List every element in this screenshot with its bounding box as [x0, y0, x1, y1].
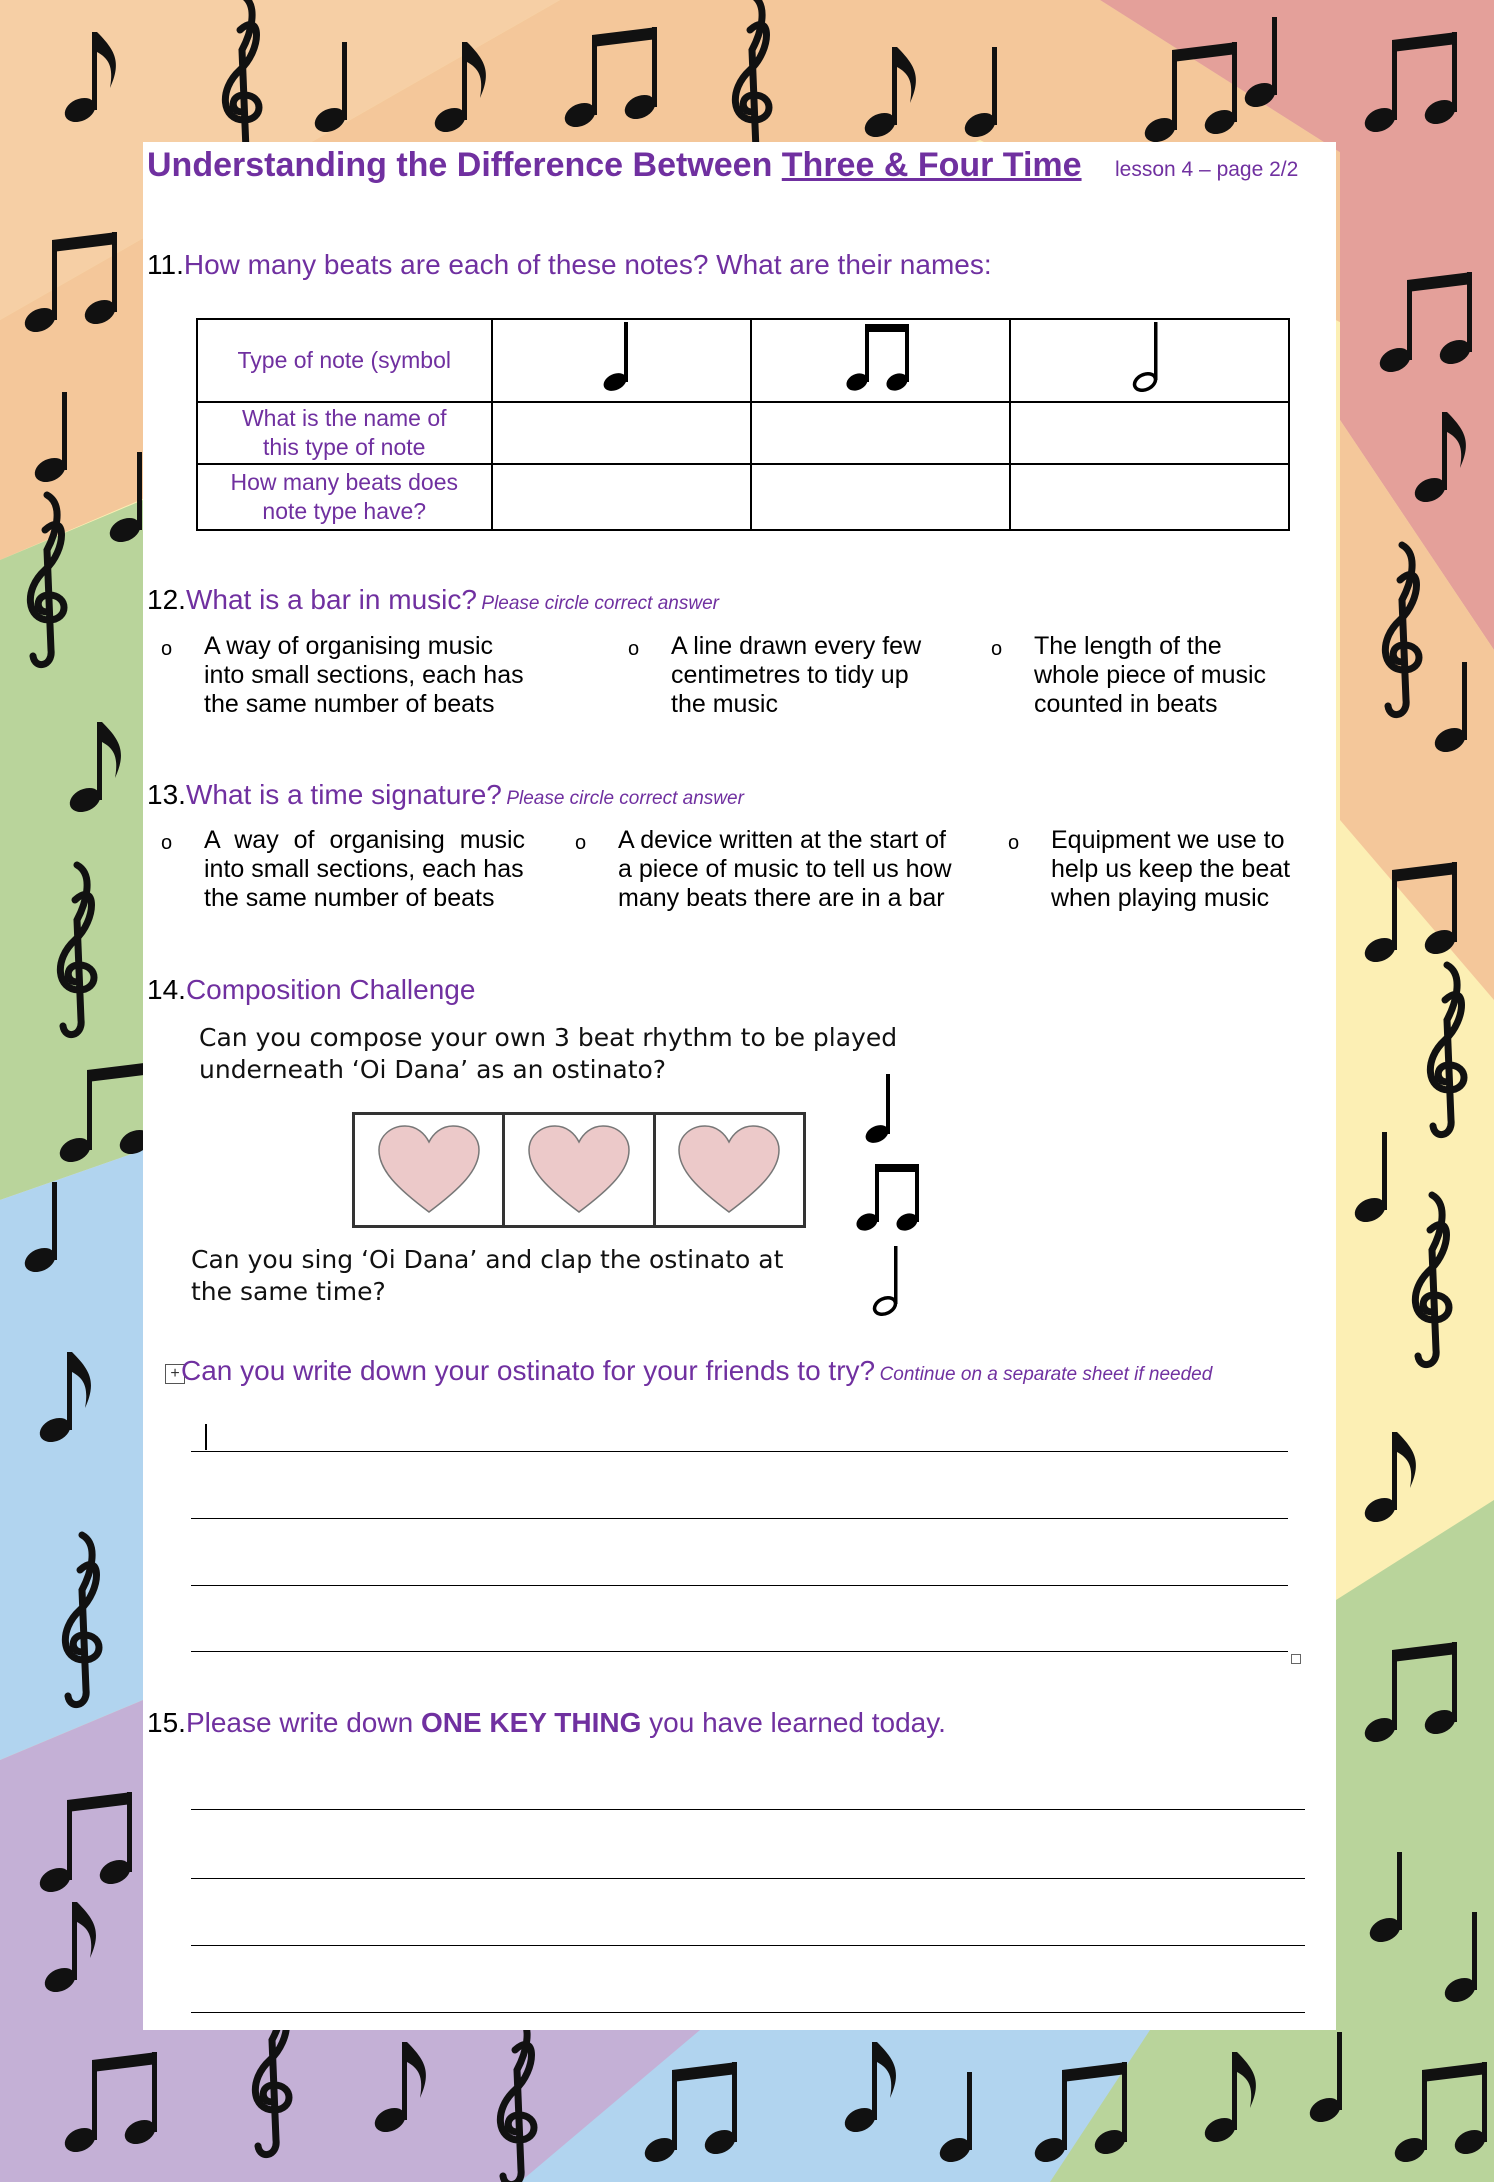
q12-option-3[interactable]: The length of the whole piece of music counted in beats — [1034, 632, 1267, 718]
composition-prompt: Can you compose your own 3 beat rhythm to be played underneath ‘Oi Dana’ as an ostinato? — [199, 1023, 898, 1084]
row-label-beats: How many beats does note type have? — [197, 464, 492, 530]
heart-icon — [677, 1124, 781, 1216]
lesson-page-label: lesson 4 – page 2/2 — [1115, 158, 1299, 181]
beat-box[interactable] — [505, 1115, 655, 1225]
crotchet-cell — [492, 319, 751, 402]
crotchet-icon — [601, 320, 641, 394]
question-13: 13.What is a time signature? Please circle correct answer — [147, 779, 744, 810]
beat-box[interactable] — [355, 1115, 505, 1225]
table-move-handle-icon[interactable]: + — [165, 1364, 185, 1384]
question-15: 15.Please write down ONE KEY THING you have learned today. — [147, 1707, 946, 1738]
q13-option-1[interactable]: A way of organising music into small sections, each has the same number of beats — [204, 826, 526, 912]
quavers-icon — [855, 1160, 925, 1234]
minim-icon — [869, 1244, 909, 1318]
note-table — [196, 318, 1290, 531]
page-title: Understanding the Difference Between Three & Four Time — [147, 146, 1082, 184]
answer-cell[interactable] — [751, 402, 1010, 464]
title-underlined-part: Three & Four Time — [781, 146, 1082, 184]
text-cursor — [205, 1424, 207, 1450]
writing-line[interactable] — [191, 1945, 1305, 1946]
minim-cell — [1010, 319, 1289, 402]
minim-icon — [1129, 320, 1169, 394]
q13-option-2[interactable]: A device written at the start of a piece of music to tell us how many beats there are in a bar — [618, 826, 952, 912]
answer-cell[interactable] — [492, 464, 751, 530]
writing-line[interactable] — [191, 1878, 1305, 1879]
writing-line[interactable] — [191, 1585, 1288, 1586]
option-bullet[interactable]: o — [1008, 832, 1020, 854]
writing-line[interactable] — [191, 1809, 1305, 1810]
write-ostinato-prompt: Can you write down your ostinato for your friends to try? Continue on a separate sheet if needed — [181, 1355, 1213, 1386]
q13-option-3[interactable]: Equipment we use to help us keep the beat when playing music — [1051, 826, 1291, 912]
heart-icon — [377, 1124, 481, 1216]
question-11: 11.How many beats are each of these notes? What are their names: — [147, 249, 992, 280]
ostinato-boxes — [352, 1112, 806, 1228]
option-bullet[interactable]: o — [161, 832, 173, 854]
sing-prompt: Can you sing ‘Oi Dana’ and clap the ostinato at the same time? — [191, 1245, 784, 1306]
worksheet-page — [143, 142, 1336, 2030]
question-12: 12.What is a bar in music? Please circle correct answer — [147, 584, 719, 615]
option-bullet[interactable]: o — [628, 638, 640, 660]
writing-line[interactable] — [191, 1651, 1288, 1652]
option-bullet[interactable]: o — [161, 638, 173, 660]
heart-icon — [527, 1124, 631, 1216]
row-label-name: What is the name of this type of note — [197, 402, 492, 464]
row-label-symbol: Type of note (symbol — [197, 319, 492, 402]
option-bullet[interactable]: o — [575, 832, 587, 854]
question-14: 14.Composition Challenge — [147, 974, 476, 1005]
beat-box[interactable] — [656, 1115, 803, 1225]
writing-line[interactable] — [191, 2012, 1305, 2013]
crotchet-icon — [863, 1072, 903, 1146]
quavers-icon — [845, 320, 915, 394]
answer-cell[interactable] — [751, 464, 1010, 530]
answer-cell[interactable] — [1010, 402, 1289, 464]
option-bullet[interactable]: o — [991, 638, 1003, 660]
quavers-cell — [751, 319, 1010, 402]
answer-cell[interactable] — [1010, 464, 1289, 530]
answer-cell[interactable] — [492, 402, 751, 464]
q12-option-2[interactable]: A line drawn every few centimetres to tidy up the music — [671, 632, 922, 718]
writing-line[interactable] — [191, 1451, 1288, 1452]
writing-line[interactable] — [191, 1518, 1288, 1519]
table-resize-handle[interactable] — [1291, 1654, 1301, 1664]
q12-option-1[interactable]: A way of organising music into small sections, each has the same number of beats — [204, 632, 524, 718]
